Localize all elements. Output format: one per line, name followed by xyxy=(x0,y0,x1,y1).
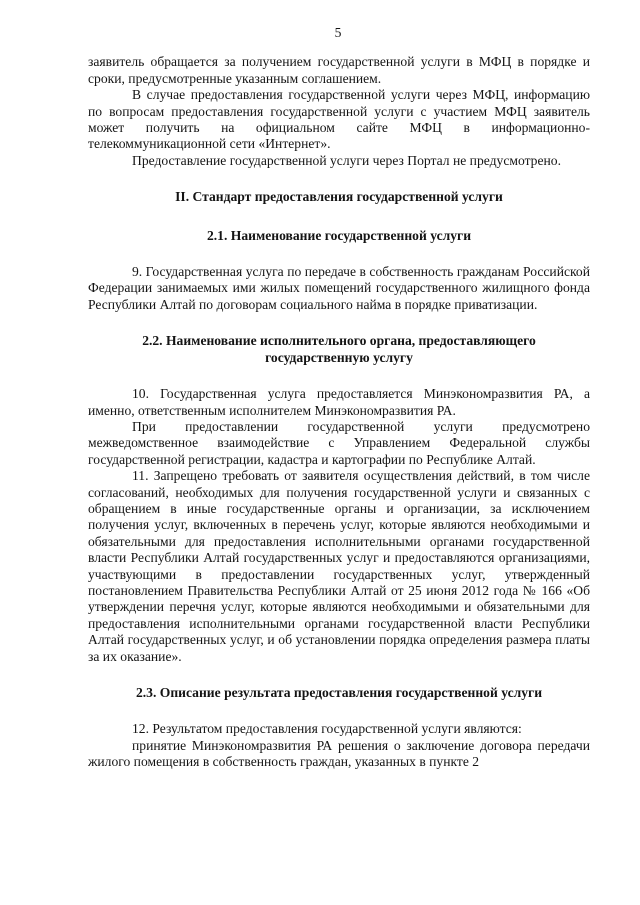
paragraph-12-item: принятие Минэкономразвития РА решения о заключение договора передачи жилого помещения в собственность граждан, указанных в пункте 2 xyxy=(88,737,590,770)
subsection-2-1-title: 2.1. Наименование государственной услуги xyxy=(206,227,472,243)
paragraph-9: 9. Государственная услуга по передаче в собственность гражданам Российской Федерации занимаемых ими жилых помещений государственного жилищного фонда Республики Алтай по договорам социального найма в порядке приватизации. xyxy=(88,264,590,312)
subsection-2-2-title-line-2: государственную услугу xyxy=(265,349,413,365)
paragraph-11: 11. Запрещено требовать от заявителя осуществления действий, в том числе согласований, необходимых для получения государственной услуги и связанных с обращением в иные государственные органы и организации, за исключением получения услуг, включенных в перечень услуг, которые являются необходимыми и обязательными для предоставления исполнительными органами государственной власти Республики Алтай государственных услуг и предоставляются организациями, участвующими в предоставлении государственных услуг, утвержденный постановлением Правительства Республики Алтай от 25 июня 2012 года № 166 «Об утверждении перечня услуг, которые являются необходимыми и обязательными для предоставления исполнительными органами государственной власти Республики Алтай государственных услуг, и об установлении порядка определения размера платы за их оказание». xyxy=(88,468,590,664)
paragraph-12: 12. Результатом предоставления государственной услуги являются: xyxy=(132,721,522,737)
subsection-2-3-title: 2.3. Описание результата предоставления государственной услуги xyxy=(135,685,543,700)
page-number: 5 xyxy=(334,25,342,40)
paragraph-interaction: При предоставлении государственной услуги предусмотрено межведомственное взаимодействие с Управлением Федеральной службы государственной регистрации, кадастра и картографии по Республике Алтай. xyxy=(88,418,590,467)
intro-paragraph-3: Предоставление государственной услуги через Портал не предусмотрено. xyxy=(132,152,561,168)
subsection-2-2-title-line-1: 2.2. Наименование исполнительного органа, предоставляющего xyxy=(142,333,536,349)
intro-paragraph-2: В случае предоставления государственной услуги через МФЦ, информацию по вопросам предоставления государственной услуги с участием МФЦ заявитель может получить на официальном сайте МФЦ в информационно-телекоммуникационной сети «Интернет». xyxy=(88,87,590,152)
paragraph-10: 10. Государственная услуга предоставляется Минэкономразвития РА, а именно, ответственным исполнителем Минэкономразвития РА. xyxy=(88,386,590,418)
intro-paragraph-1: заявитель обращается за получением государственной услуги в МФЦ в порядке и сроки, предусмотренные указанным соглашением. xyxy=(88,54,590,86)
section-title: II. Стандарт предоставления государственной услуги xyxy=(175,189,503,205)
